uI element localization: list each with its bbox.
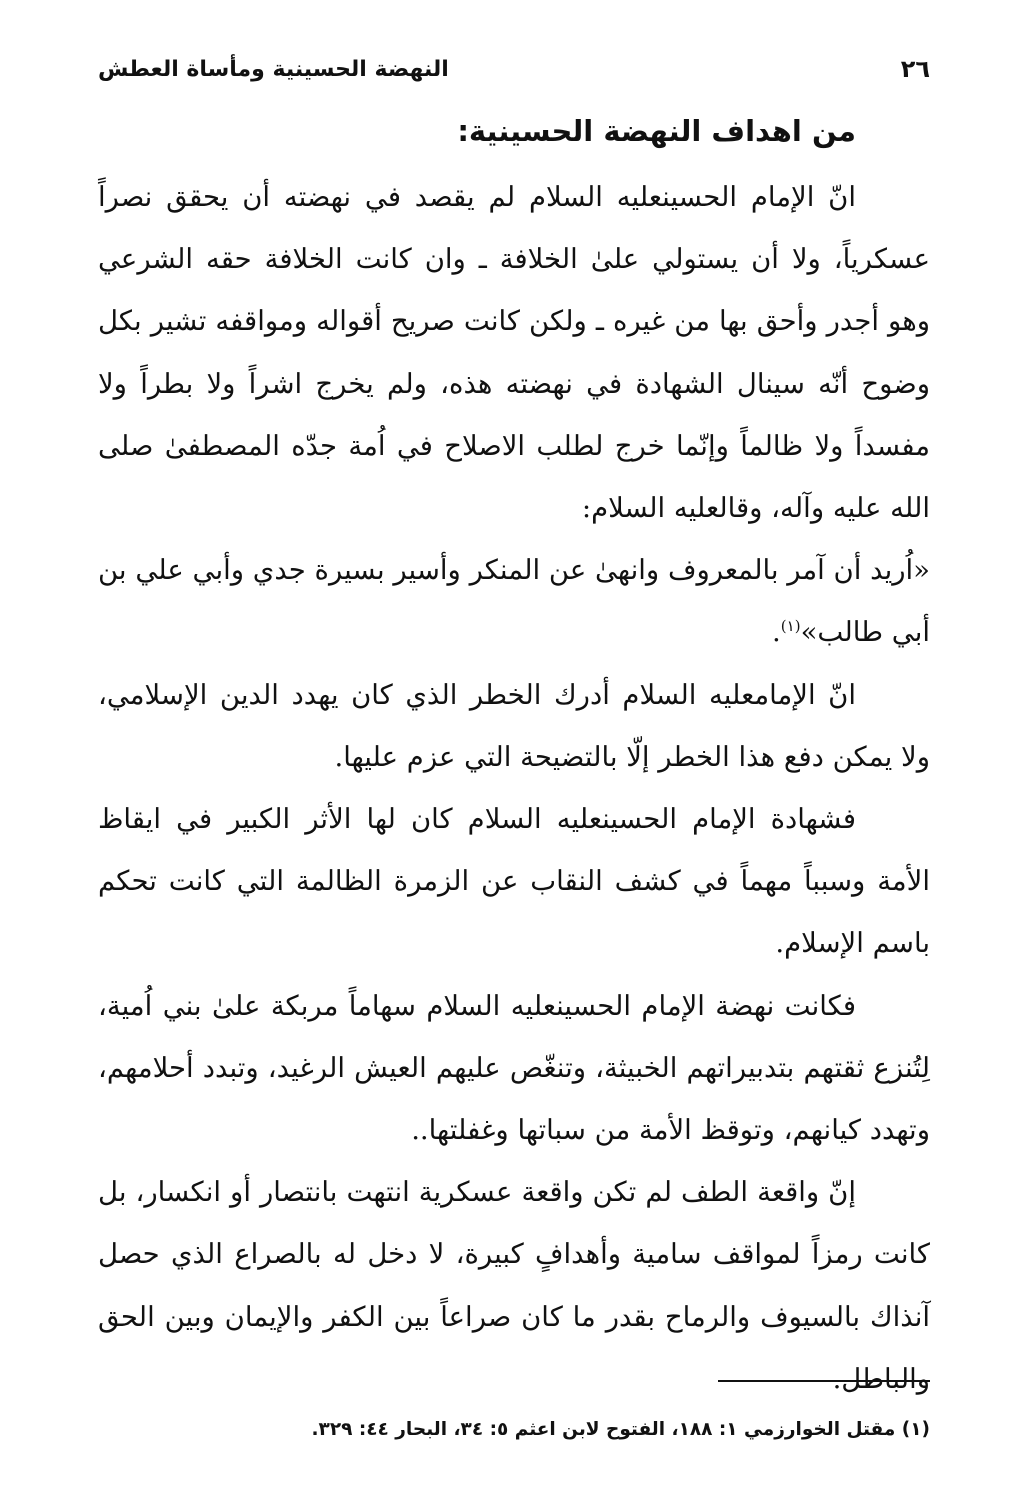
footnote-divider xyxy=(718,1380,930,1382)
body-text xyxy=(98,166,930,1410)
paragraph-intro: انّ الإمام الحسينعليه السلام لم يقصد في نهضته أن يحقق نصراً عسكرياً، ولا أن يستولي علىٰ الخلافة ـ وان كانت الخلافة حقه الشرعي وهو أجدر وأحق بها من غيره ـ ولكن كانت صريح أقواله ومواقفه تشير بكل وضوح أنّه سينال الشهادة في نهضته هذه، ولم يخرج اشراً ولا بطراً ولا مفسداً ولا ظالماً وإنّما خرج لطلب الاصلاح في اُمة جدّه المصطفىٰ صلى الله عليه وآله، وقالعليه السلام: xyxy=(98,181,930,525)
paragraph-taff: إنّ واقعة الطف لم تكن واقعة عسكرية انتهت بانتصار أو انكسار، بل كانت رمزاً لمواقف سامية وأهدافٍ كبيرة، لا دخل له بالصراع الذي حصل آنذاك بالسيوف والرماح بقدر ما كان صراعاً بين الكفر والإيمان وبين الحق والباطل. xyxy=(98,1176,930,1395)
running-title: النهضة الحسينية ومأساة العطش xyxy=(98,56,449,82)
footnote-reference: (١) xyxy=(780,617,801,636)
book-page xyxy=(98,0,930,1510)
quote-paragraph xyxy=(98,539,930,663)
page-number: ٢٦ xyxy=(900,55,930,83)
quote-text: «اُريد أن آمر بالمعروف وانهىٰ عن المنكر وأسير بسيرة جدي وأبي علي بن أبي طالب» xyxy=(98,554,930,649)
quote-end-punctuation: . xyxy=(772,616,781,649)
paragraph-martyrdom: فشهادة الإمام الحسينعليه السلام كان لها الأثر الكبير في ايقاظ الأمة وسبباً مهماً في كشف النقاب عن الزمرة الظالمة التي كانت تحكم باسم الإسلام. xyxy=(98,803,930,960)
section-title: من اهداف النهضة الحسينية: xyxy=(457,114,856,148)
paragraph-uprising: فكانت نهضة الإمام الحسينعليه السلام سهاماً مربكة علىٰ بني اُمية، لِتُنزع ثقتهم بتدبيراتهم الخبيثة، وتنغّص عليهم العيش الرغيد، وتبدد أحلامهم، وتهدد كيانهم، وتوقظ الأمة من سباتها وغفلتها.. xyxy=(98,989,930,1147)
footnote: (١) مقتل الخوارزمي ١: ١٨٨، الفتوح لابن اعثم ٥: ٣٤، البحار ٤٤: ٣٢٩. xyxy=(311,1419,930,1440)
running-head xyxy=(98,44,930,94)
paragraph-danger: انّ الإمامعليه السلام أدرك الخطر الذي كان يهدد الدين الإسلامي، ولا يمكن دفع هذا الخطر إلّا بالتضيحة التي عزم عليها. xyxy=(98,678,930,773)
